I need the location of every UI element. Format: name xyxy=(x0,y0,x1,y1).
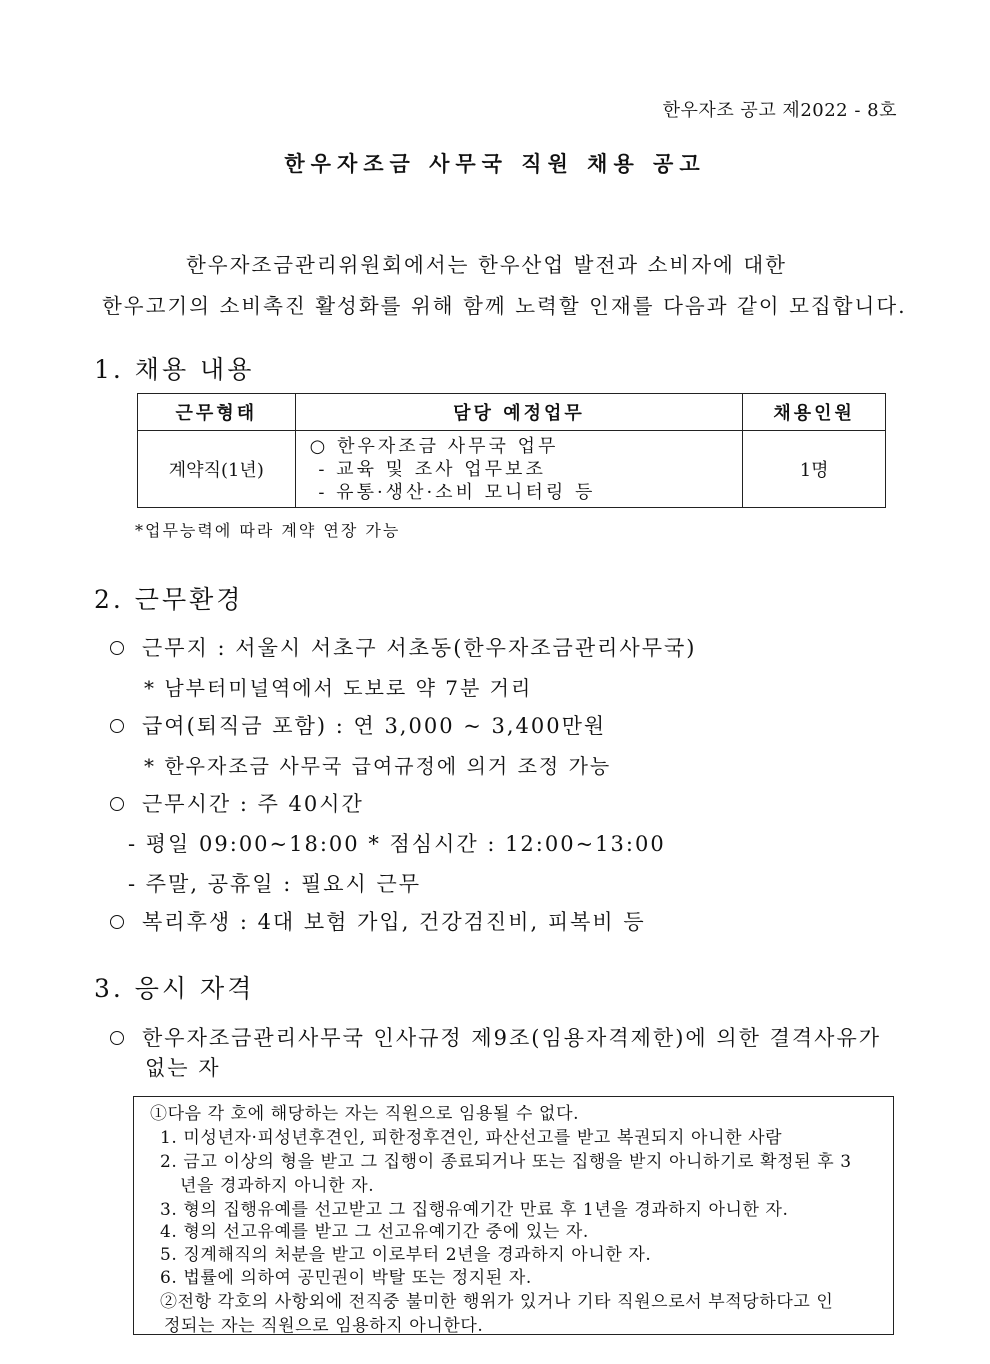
weekday-hours: - 평일 09:00~18:00 * 점심시간 : 12:00~13:00 xyxy=(128,832,666,856)
document-number: 한우자조 공고 제2022 - 8호 xyxy=(662,100,897,121)
box-line: 정되는 자는 직원으로 임용하지 아니한다. xyxy=(164,1316,484,1336)
section-1-heading: 1. 채용 내용 xyxy=(94,355,255,384)
qualification-item xyxy=(110,1022,881,1052)
bullet-circle-icon xyxy=(110,1031,124,1045)
cell-headcount: 1명 xyxy=(743,431,886,508)
page-title: 한우자조금 사무국 직원 채용 공고 xyxy=(284,152,706,176)
hours-text: 근무시간 : 주 40시간 xyxy=(142,792,364,816)
workplace-note: * 남부터미널역에서 도보로 약 7분 거리 xyxy=(144,676,533,700)
recruitment-table xyxy=(137,393,886,508)
qualification-text: 한우자조금관리사무국 인사규정 제9조(임용자격제한)에 의한 결격사유가 xyxy=(142,1026,882,1050)
workplace-text: 근무지 : 서울시 서초구 서초동(한우자조금관리사무국) xyxy=(142,636,697,660)
section-3-heading: 3. 응시 자격 xyxy=(94,974,255,1003)
bullet-circle-icon xyxy=(110,641,124,655)
workplace-item xyxy=(110,632,696,662)
intro-line-2: 한우고기의 소비촉진 활성화를 위해 함께 노력할 인재를 다음과 같이 모집합니다. xyxy=(102,294,907,318)
weekend-hours: - 주말, 공휴일 : 필요시 근무 xyxy=(128,872,422,896)
section-2-heading: 2. 근무환경 xyxy=(94,585,244,614)
salary-note: * 한우자조금 사무국 급여규정에 의거 조정 가능 xyxy=(144,754,612,778)
table-row xyxy=(138,431,886,508)
welfare-text: 복리후생 : 4대 보험 가입, 건강검진비, 피복비 등 xyxy=(142,910,646,934)
disqualification-box xyxy=(133,1096,894,1335)
box-line: 4. 형의 선고유예를 받고 그 선고유예기간 중에 있는 자. xyxy=(160,1222,589,1242)
intro-line-1: 한우자조금관리위원회에서는 한우산업 발전과 소비자에 대한 xyxy=(186,253,787,277)
box-line: 1. 미성년자·피성년후견인, 피한정후견인, 파산선고를 받고 복권되지 아니한 사람 xyxy=(160,1128,783,1148)
box-line: 6. 법률에 의하여 공민권이 박탈 또는 정지된 자. xyxy=(160,1268,532,1288)
box-line: 2. 금고 이상의 형을 받고 그 집행이 종료되거나 또는 집행을 받지 아니하기로 확정된 후 3 xyxy=(160,1152,852,1172)
qualification-text-cont: 없는 자 xyxy=(145,1056,221,1080)
duty-line: - 유통·생산·소비 모니터링 등 xyxy=(309,481,596,503)
header-headcount: 채용인원 xyxy=(743,394,886,431)
duty-line: - 교육 및 조사 업무보조 xyxy=(309,458,546,480)
box-line: 3. 형의 집행유예를 선고받고 그 집행유예기간 만료 후 1년을 경과하지 아니한 자. xyxy=(160,1200,789,1220)
header-duties: 담당 예정업무 xyxy=(295,394,743,431)
welfare-item xyxy=(110,906,646,936)
cell-work-type: 계약직(1년) xyxy=(138,431,296,508)
header-work-type: 근무형태 xyxy=(138,394,296,431)
hours-item xyxy=(110,788,364,818)
bullet-circle-icon xyxy=(110,915,124,929)
duty-line: ○ 한우자조금 사무국 업무 xyxy=(309,435,559,457)
box-line: 5. 징계해직의 처분을 받고 이로부터 2년을 경과하지 아니한 자. xyxy=(160,1245,652,1265)
bullet-circle-icon xyxy=(110,797,124,811)
bullet-circle-icon xyxy=(110,719,124,733)
cell-duties xyxy=(295,431,743,508)
box-line: 년을 경과하지 아니한 자. xyxy=(180,1176,375,1196)
box-line: ②전항 각호의 사항외에 전직중 불미한 행위가 있거나 기타 직원으로서 부적당하다고 인 xyxy=(160,1292,834,1312)
salary-item xyxy=(110,710,606,740)
contract-note: *업무능력에 따라 계약 연장 가능 xyxy=(135,521,401,540)
box-line: ①다음 각 호에 해당하는 자는 직원으로 임용될 수 없다. xyxy=(150,1104,580,1124)
salary-text: 급여(퇴직금 포함) : 연 3,000 ~ 3,400만원 xyxy=(142,714,607,738)
table-header-row xyxy=(138,394,886,431)
